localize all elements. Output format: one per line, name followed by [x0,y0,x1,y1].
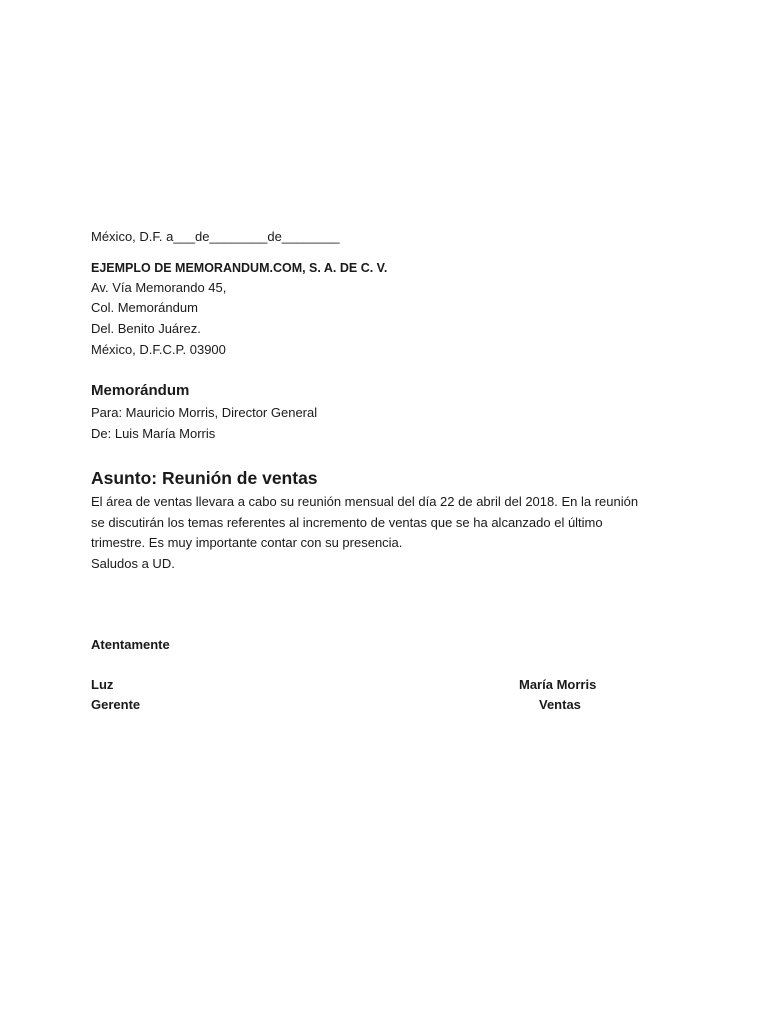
signature-left-name: Luz [91,677,114,692]
company-name: EJEMPLO DE MEMORANDUM.COM, S. A. DE C. V. [91,261,388,275]
memo-from: De: Luis María Morris [91,426,216,441]
signature-right-role: Ventas [539,697,581,712]
address-line-3: Del. Benito Juárez. [91,321,201,336]
subject-title: Asunto: Reunión de ventas [91,468,318,488]
address-line-2: Col. Memorándum [91,300,198,315]
greeting-line: Saludos a UD. [91,556,175,571]
memo-to: Para: Mauricio Morris, Director General [91,405,318,420]
body-line-2: se discutirán los temas referentes al incremento de ventas que se ha alcanzado el último [91,515,603,530]
memo-title: Memorándum [91,382,190,399]
address-line-1: Av. Vía Memorando 45, [91,280,227,295]
address-line-4: México, D.F.C.P. 03900 [91,342,226,357]
body-line-1: El área de ventas llevara a cabo su reunión mensual del día 22 de abril del 2018. En la reunión [91,494,639,509]
signature-left-role: Gerente [91,697,141,712]
closing-label: Atentamente [91,637,170,652]
body-line-3: trimestre. Es muy importante contar con su presencia. [91,535,403,550]
place-date-line: México, D.F. a___de________de________ [91,229,340,244]
signature-right-name: María Morris [519,677,597,692]
